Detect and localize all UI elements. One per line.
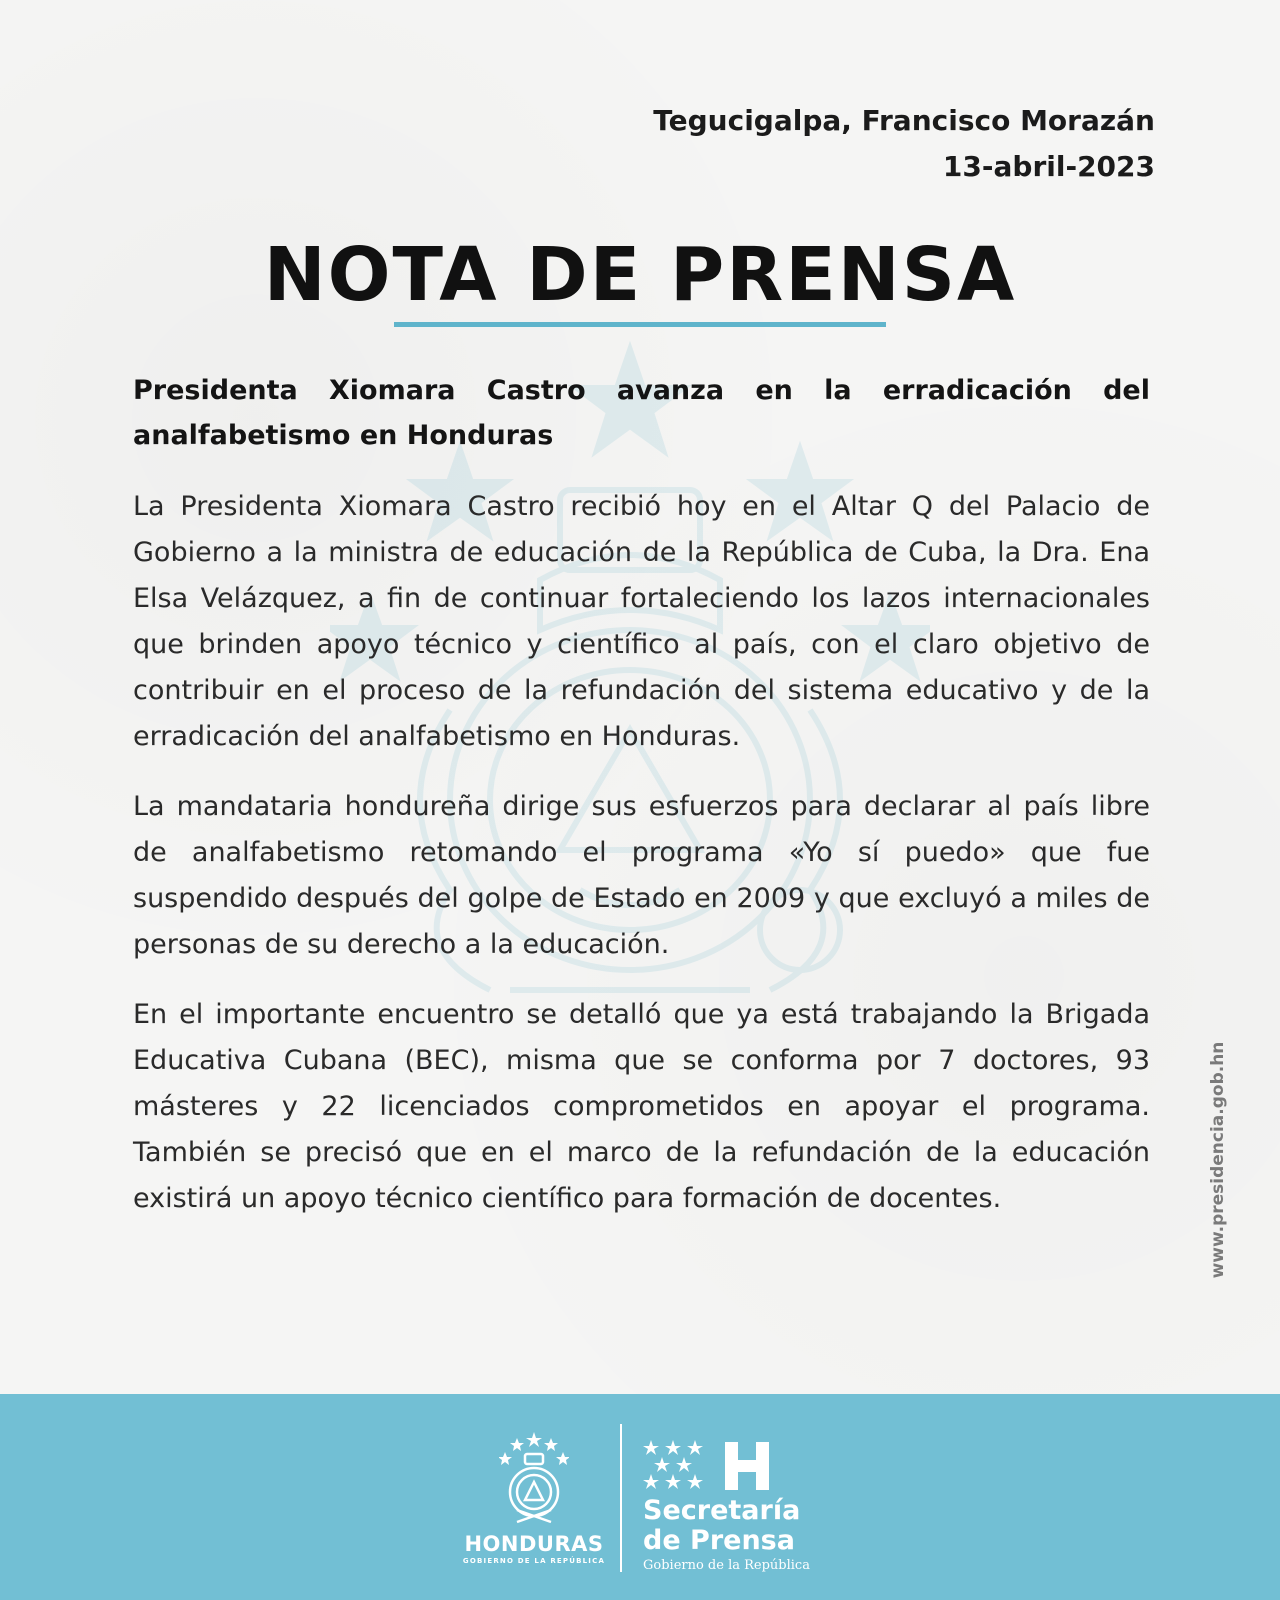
honduras-government-logo bbox=[454, 1430, 614, 1590]
secretaria-subtitle: Gobierno de la República bbox=[643, 1558, 810, 1573]
paragraph-1: La Presidenta Xiomara Castro recibió hoy en el Altar Q del Palacio de Gobierno a la ministra de educación de la República de Cuba, la Dra. Ena Elsa Velázquez, a fin de continuar fortaleciendo los lazos internacionales que brinden apoyo técnico y científico al país, con el claro objetivo de contribuir en el proceso de la refundación del sistema educativo y de la erradicación del analfabetismo en Honduras. bbox=[133, 491, 1150, 752]
secretaria-line2: de Prensa bbox=[643, 1525, 795, 1556]
website-url: www.presidencia.gob.hn bbox=[1208, 1041, 1228, 1279]
honduras-name: HONDURAS bbox=[464, 1532, 604, 1556]
article-body bbox=[133, 484, 1150, 1246]
paragraph-2: La mandataria hondureña dirige sus esfuerzos para declarar al país libre de analfabetismo retomando el programa «Yo sí puedo» que fue suspendido después del golpe de Estado en 2009 y que excluyó a miles de personas de su derecho a la educación. bbox=[133, 791, 1150, 960]
date-text: 13-abril-2023 bbox=[942, 150, 1155, 183]
stars-h-logo-icon bbox=[643, 1440, 773, 1492]
location-text: Tegucigalpa, Francisco Morazán bbox=[653, 104, 1155, 137]
page-title: NOTA DE PRENSA bbox=[263, 232, 1017, 318]
title-underline bbox=[394, 322, 886, 327]
footer-bar bbox=[0, 1394, 1280, 1600]
paragraph-3: En el importante encuentro se detalló que ya está trabajando la Brigada Educativa Cubana (BEC), misma que se conforma por 7 doctores, 93 másteres y 22 licenciados comprometidos en apoyar el programa. También se precisó que en el marco de la refundación de la educación existirá un apoyo técnico científico para formación de docentes. bbox=[133, 999, 1150, 1214]
dateline bbox=[653, 98, 1155, 190]
secretaria-line1: Secretaría bbox=[643, 1495, 801, 1526]
footer-divider bbox=[620, 1424, 622, 1572]
headline: Presidenta Xiomara Castro avanza en la erradicación del analfabetismo en Honduras bbox=[133, 375, 1150, 451]
honduras-coat-of-arms-icon bbox=[499, 1430, 569, 1530]
secretaria-de-prensa-logo bbox=[643, 1440, 843, 1580]
honduras-subtitle: GOBIERNO DE LA REPÚBLICA bbox=[462, 1557, 606, 1565]
